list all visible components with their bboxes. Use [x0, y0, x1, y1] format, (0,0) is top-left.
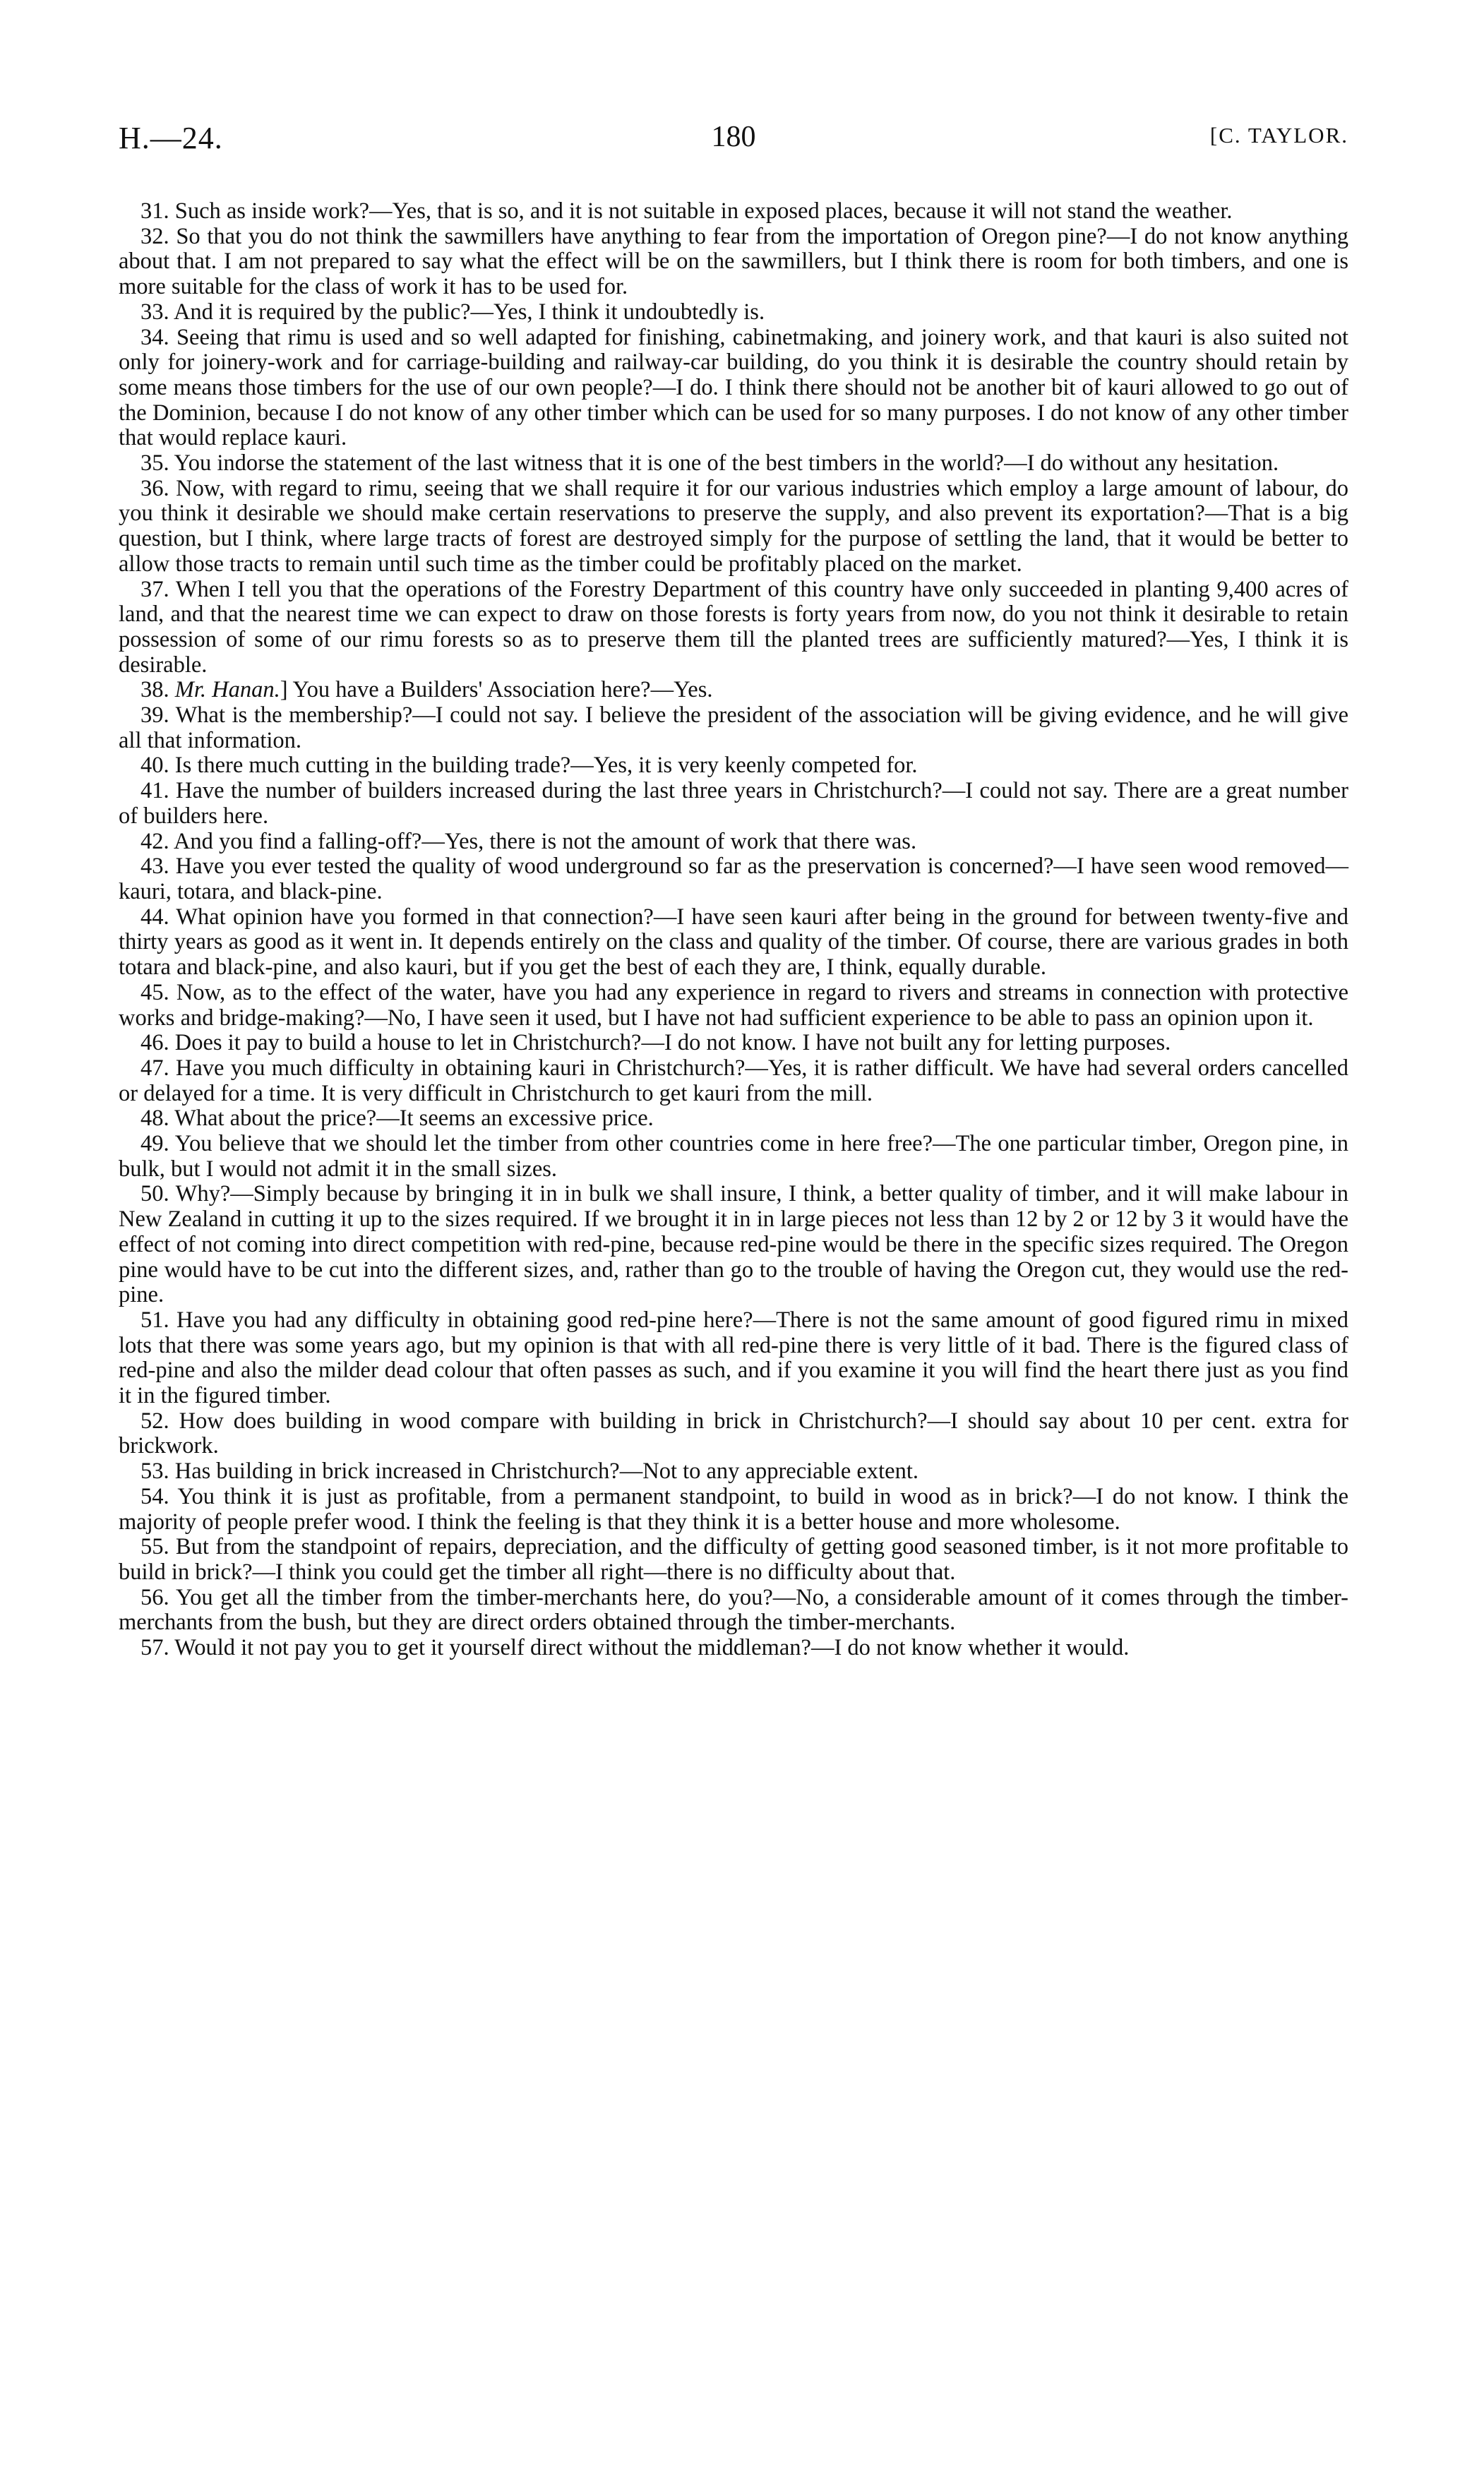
paragraph: 31. Such as inside work?—Yes, that is so, and it is not suitable in exposed places, because it will not stand the weather. — [140, 198, 1233, 224]
paragraph — [119, 678, 1348, 703]
question-number: 38. — [140, 677, 175, 703]
witness-name: [C. TAYLOR. — [1209, 123, 1348, 148]
paragraph: 43. Have you ever tested the quality of wood underground so far as the preservation is concerned?—I have seen wood removed—kauri, totara, and black-pine. — [119, 853, 1348, 904]
paragraph: 53. Has building in brick increased in Christchurch?—Not to any appreciable extent. — [140, 1458, 918, 1485]
paragraph: 32. So that you do not think the sawmillers have anything to fear from the importation of Oregon pine?—I do not know anything about that. I am not prepared to say what the effect will be on the sawmillers, but I think there is room for both timbers, and one is more suitable for the class of work it has to be used for. — [119, 223, 1348, 300]
document-reference: H.—24. — [119, 121, 223, 155]
paragraph: 39. What is the membership?—I could not say. I believe the president of the association will be giving evidence, and he will give all that information. — [119, 702, 1348, 753]
paragraph: 34. Seeing that rimu is used and so well adapted for finishing, cabinetmaking, and joinery work, and that kauri is also suited not only for joinery-work and for carriage-building and railway-car building, do you think it is desirable the country should retain by some means those timbers for the use of our own people?—I do. I think there should not be another bit of kauri allowed to go out of the Dominion, because I do not know of any other timber which can be used for so many purposes. I do not know of any other timber that would replace kauri. — [119, 324, 1348, 451]
paragraph: 36. Now, with regard to rimu, seeing that we shall require it for our various industries which employ a large amount of labour, do you think it desirable we should make certain reservations to preserve the supply, and also prevent its exportation?—That is a big question, but I think, where large tracts of forest are destroyed simply for the purpose of settling the land, that it would be better to allow those tracts to remain until such time as the timber could be profitably placed on the market. — [119, 475, 1348, 577]
paragraph: 56. You get all the timber from the timber-merchants here, do you?—No, a considerable amount of it comes through the timber-merchants from the bush, but they are direct orders obtained through the timber-merchants. — [119, 1584, 1348, 1636]
paragraph: 51. Have you had any difficulty in obtaining good red-pine here?—There is not the same amount of good figured rimu in mixed lots that there was some years ago, but my opinion is that with all red-pine there is very little of it bad. There is the figured class of red-pine and also the milder dead colour that often passes as such, and if you examine it you will find the heart there just as you find it in the figured timber. — [119, 1307, 1348, 1409]
paragraph: 37. When I tell you that the operations of the Forestry Department of this country have only succeeded in planting 9,400 acres of land, and that the nearest time we can expect to draw on those forests is forty years from now, do you not think it desirable to retain possession of some of our rimu forests so as to preserve them till the planted trees are sufficiently matured?—Yes, I think it is desirable. — [119, 576, 1348, 678]
paragraph: 44. What opinion have you formed in that connection?—I have seen kauri after being in the ground for between twenty-five and thirty years as good as it went in. It depends entirely on the class and quality of the timber. Of course, there are various grades in both totara and black-pine, and also kauri, but if you get the best of each they are, I think, equally durable. — [119, 904, 1348, 981]
paragraph: 52. How does building in wood compare with building in brick in Christchurch?—I should say about 10 per cent. extra for brickwork. — [119, 1408, 1348, 1459]
paragraph: 41. Have the number of builders increased during the last three years in Christchurch?—I could not say. There are a great number of builders here. — [119, 778, 1348, 829]
paragraph: 54. You think it is just as profitable, from a permanent standpoint, to build in wood as in brick?—I do not know. I think the majority of people prefer wood. I think the feeling is that they think it is a better house and more wholesome. — [119, 1483, 1348, 1535]
paragraph: 42. And you find a falling-off?—Yes, there is not the amount of work that there was. — [140, 828, 917, 854]
page-number: 180 — [711, 121, 756, 153]
paragraph: 48. What about the price?—It seems an excessive price. — [140, 1106, 654, 1132]
page-header — [119, 120, 1348, 169]
paragraph: 49. You believe that we should let the timber from other countries come in here free?—The one particular timber, Oregon pine, in bulk, but I would not admit it in the small sizes. — [119, 1131, 1348, 1182]
paragraph: 55. But from the standpoint of repairs, depreciation, and the difficulty of getting good seasoned timber, is it not more profitable to build in brick?—I think you could get the timber all right—there is no difficulty about that. — [119, 1534, 1348, 1585]
paragraph: 47. Have you much difficulty in obtaining kauri in Christchurch?—Yes, it is rather difficult. We have had several orders cancelled or delayed for a time. It is very difficult in Christchurch to get kauri from the mill. — [119, 1055, 1348, 1106]
paragraph: 33. And it is required by the public?—Yes, I think it undoubtedly is. — [140, 299, 765, 325]
document-body — [119, 199, 1348, 1661]
paragraph: 35. You indorse the statement of the last witness that it is one of the best timbers in the world?—I do without any hesitation. — [140, 450, 1279, 477]
paragraph: 45. Now, as to the effect of the water, have you had any experience in regard to rivers and streams in connection with protective works and bridge-making?—No, I have seen it used, but I have not had sufficient experience to be able to pass an opinion upon it. — [119, 979, 1348, 1031]
paragraph: 50. Why?—Simply because by bringing it in in bulk we shall insure, I think, a better quality of timber, and it will make labour in New Zealand in cutting it up to the sizes required. If we brought it in in large pieces not less than 12 by 2 or 12 by 3 it would have the effect of not coming into direct competition with red-pine, because red-pine would be there in the specific sizes required. The Oregon pine would have to be cut into the different sizes, and, rather than go to the trouble of having the Oregon cut, they would use the red-pine. — [119, 1181, 1348, 1308]
paragraph: 46. Does it pay to build a house to let in Christchurch?—I do not know. I have not built any for letting purposes. — [140, 1030, 1171, 1056]
document-page — [119, 120, 1348, 1661]
paragraph: 57. Would it not pay you to get it yourself direct without the middleman?—I do not know whether it would. — [140, 1635, 1130, 1661]
paragraph-text: ] You have a Builders' Association here?—Yes. — [280, 677, 713, 703]
speaker-name: Mr. Hanan. — [174, 677, 280, 703]
paragraph: 40. Is there much cutting in the building trade?—Yes, it is very keenly competed for. — [140, 753, 918, 779]
